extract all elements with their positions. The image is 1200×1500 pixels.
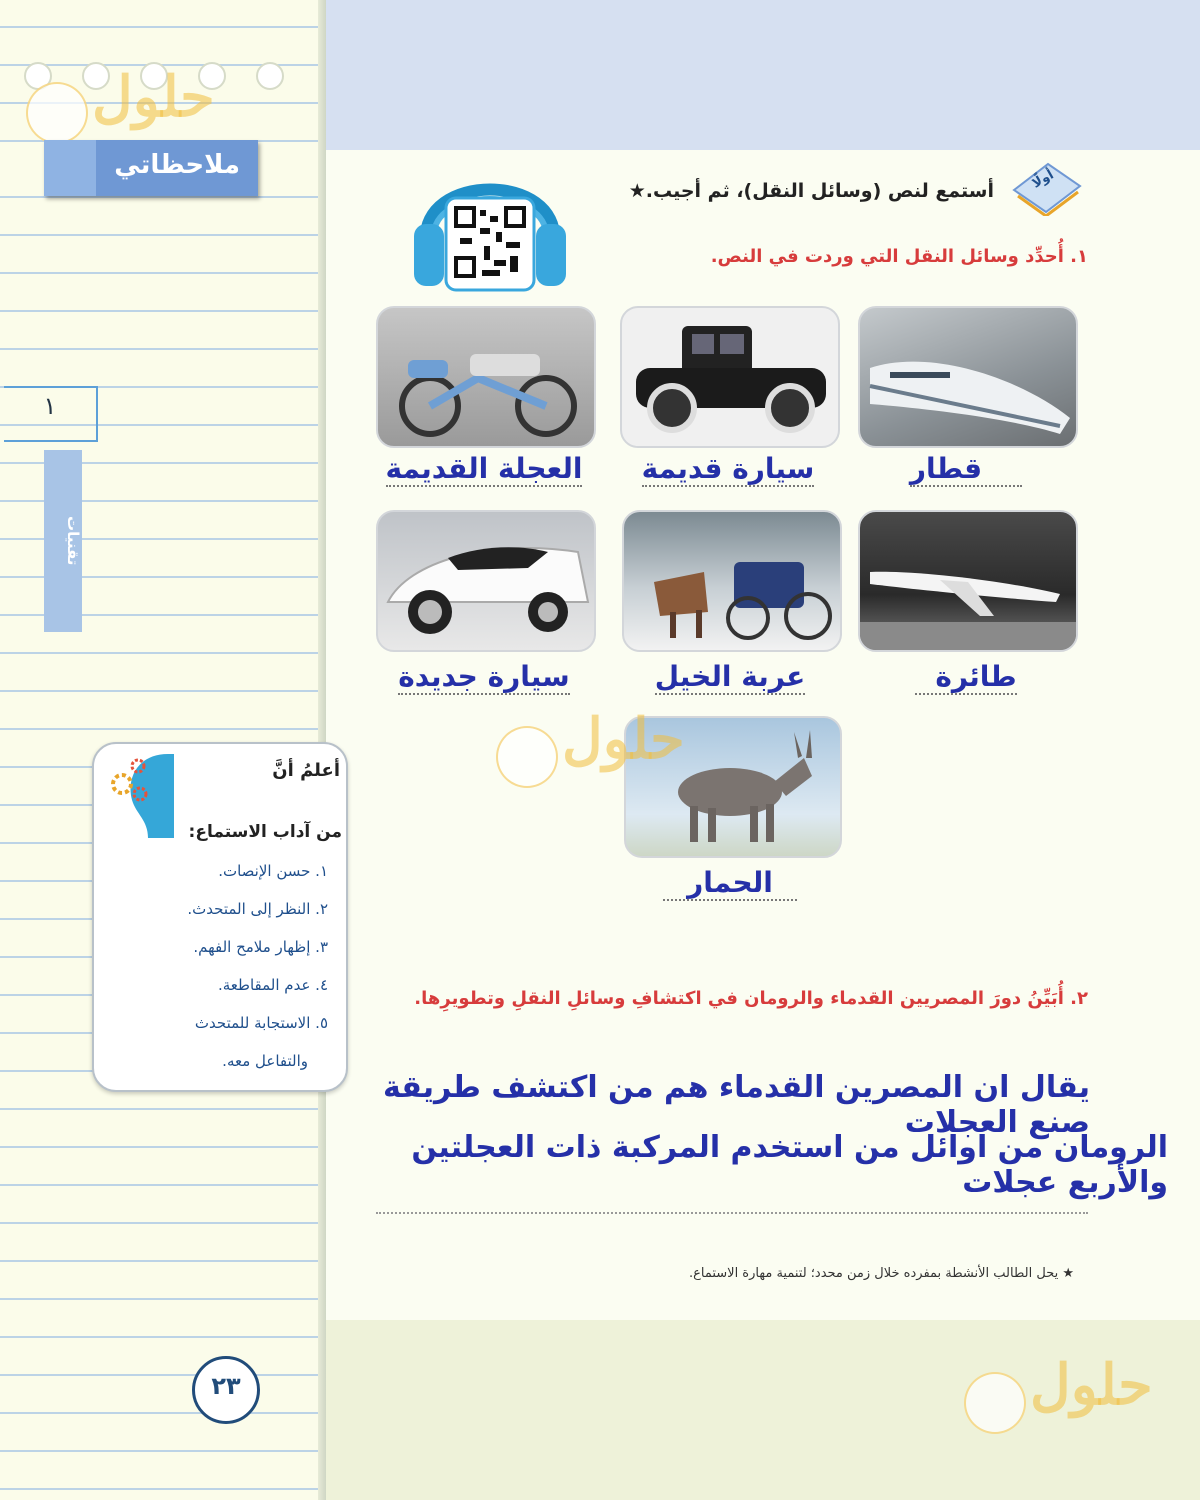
- info-item: ٣. إظهار ملامح الفهم.: [193, 938, 328, 956]
- watermark: حلول: [92, 64, 215, 130]
- vehicle-caption: طائرة: [858, 660, 1074, 693]
- plane-photo: [858, 510, 1078, 652]
- info-item: ٥. الاستجابة للمتحدث: [194, 1014, 328, 1032]
- old-car-photo: [620, 306, 840, 448]
- old-bike-photo: [376, 306, 596, 448]
- vehicle-caption: الحمار: [622, 866, 838, 899]
- answer-line-1: يقال ان المصرين القدماء هم من اكتشف طريقة صنع العجلات: [382, 1070, 1090, 1140]
- watermark: حلول: [1030, 1352, 1153, 1418]
- info-subheading: من آداب الاستماع:: [188, 822, 342, 842]
- unit-number: ١: [43, 392, 57, 420]
- headphones-qr-icon[interactable]: [410, 142, 570, 294]
- notes-title: ملاحظاتي: [114, 150, 240, 180]
- activity-instruction: أستمع لنص (وسائل النقل)، ثم أجيب.★: [628, 180, 994, 202]
- answer-blank-line: [376, 1212, 1088, 1214]
- activity-badge-label: أولًا: [1029, 167, 1057, 192]
- question-2: ٢. أُبَيِّنُ دورَ المصريين القدماء والرومان في اكتشافِ وسائلِ النقلِ وتطويرِها.: [414, 988, 1088, 1009]
- question-1: ١. أُحدِّد وسائل النقل التي وردت في النص.: [710, 246, 1088, 267]
- vehicle-caption: قطار: [858, 452, 1074, 485]
- info-item: ٢. النظر إلى المتحدث.: [187, 900, 328, 918]
- carriage-photo: [622, 510, 842, 652]
- info-item: ٤. عدم المقاطعة.: [217, 976, 328, 994]
- binder-hole: [256, 62, 284, 90]
- vehicle-caption: سيارة قديمة: [641, 452, 815, 485]
- unit-side-label: تقنيات: [64, 516, 82, 566]
- vehicle-caption: سيارة جديدة: [398, 660, 570, 693]
- vehicle-caption: العجلة القديمة: [385, 452, 583, 485]
- train-photo: [858, 306, 1078, 448]
- info-item: والتفاعل معه.: [222, 1052, 308, 1070]
- new-car-photo: [376, 510, 596, 652]
- page-number: ٢٣: [211, 1372, 241, 1400]
- watermark-logo-icon: [26, 82, 88, 144]
- notes-tab-accent: [44, 140, 96, 196]
- vehicle-caption: عربة الخيل: [654, 660, 806, 693]
- info-heading: أعلمُ أنَّ: [272, 760, 340, 781]
- watermark-logo-icon: [964, 1372, 1026, 1434]
- watermark: حلول: [562, 706, 685, 772]
- page-header-band: [326, 0, 1200, 150]
- answer-line-2: الرومان من اوائل من استخدم المركبة ذات العجلتين والأربع عجلات: [411, 1130, 1168, 1200]
- footnote: ★ يحل الطالب الأنشطة بمفرده خلال زمن محدد؛ لتنمية مهارة الاستماع.: [688, 1266, 1074, 1281]
- info-item: ١. حسن الإنصات.: [218, 862, 328, 880]
- watermark-logo-icon: [496, 726, 558, 788]
